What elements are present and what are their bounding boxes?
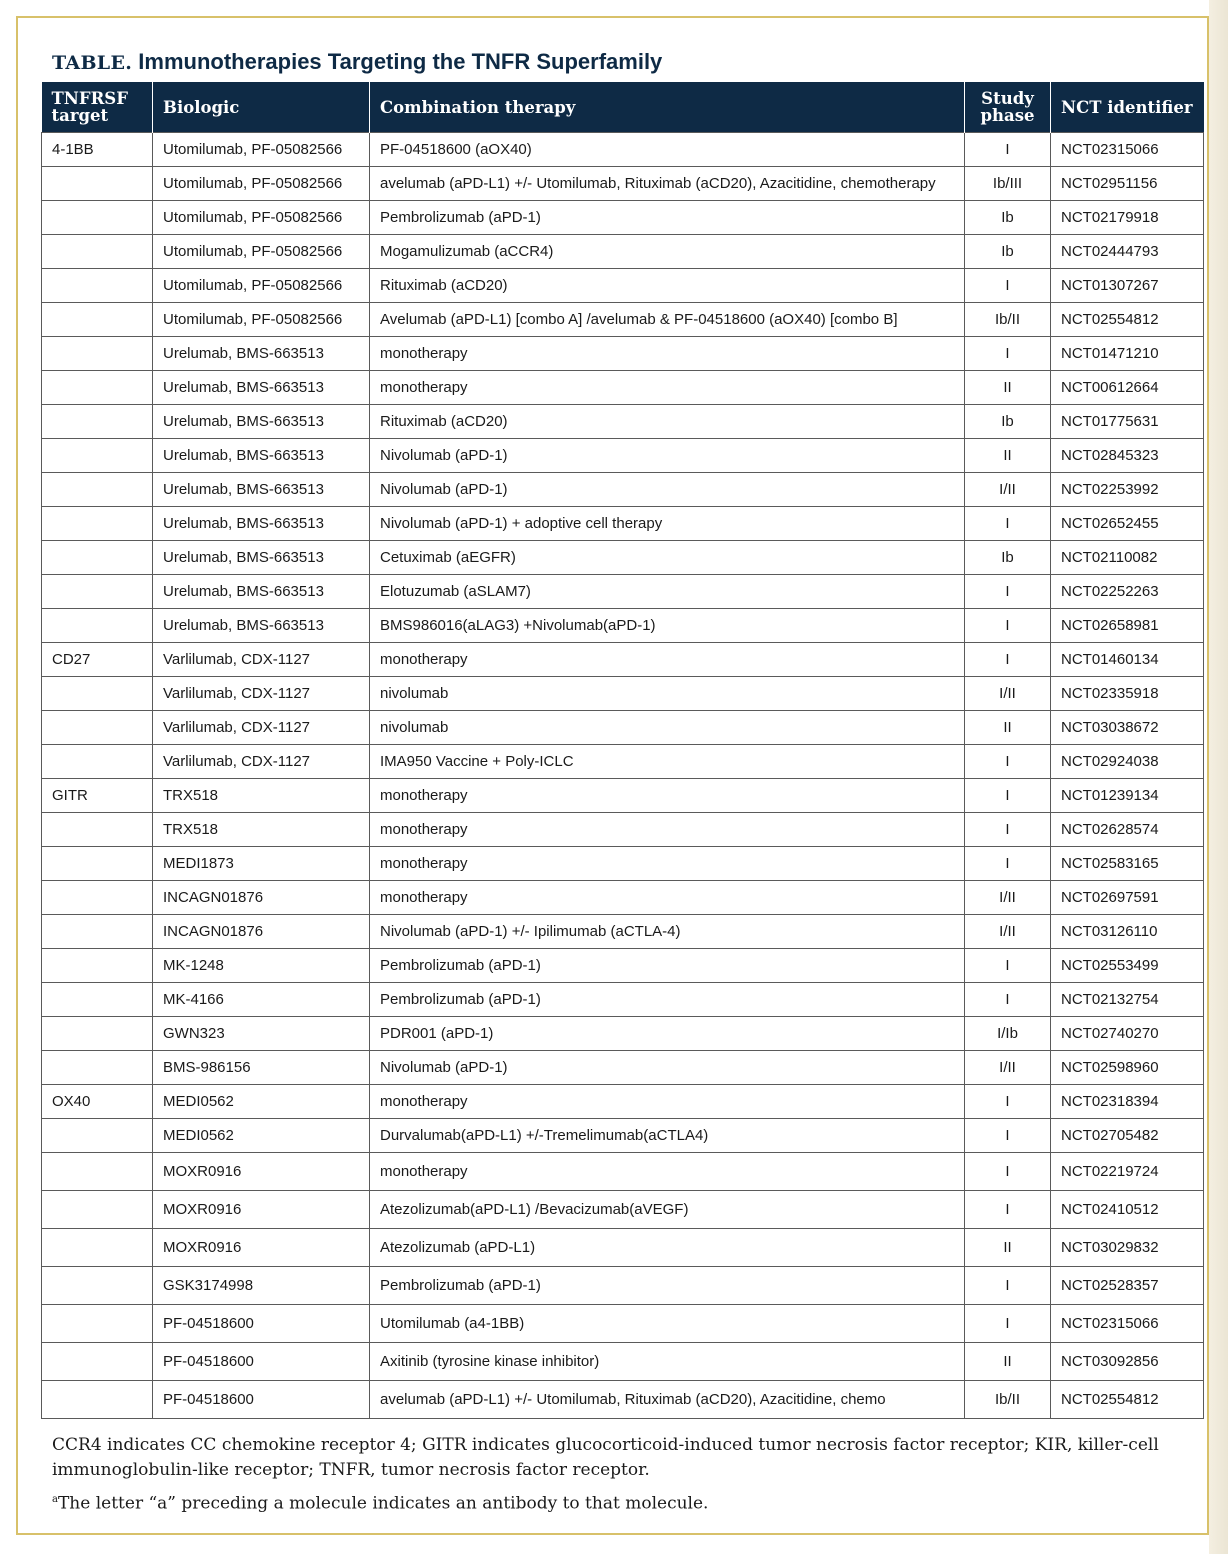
cell-biologic: Urelumab, BMS-663513 [153,507,370,541]
table-row [42,1017,1204,1051]
cell-biologic: Urelumab, BMS-663513 [153,473,370,507]
table-row [42,575,1204,609]
cell-target [42,405,153,439]
footnote-antibody-text: The letter “a” preceding a molecule indicates an antibody to that molecule. [57,1493,709,1514]
table-title [52,49,662,75]
cell-nct: NCT02315066 [1051,133,1204,167]
cell-combination: Durvalumab(aPD-L1) +/-Tremelimumab(aCTLA4) [370,1119,965,1153]
table-row [42,1381,1204,1419]
cell-target [42,813,153,847]
cell-nct: NCT02335918 [1051,677,1204,711]
cell-nct: NCT01775631 [1051,405,1204,439]
cell-phase: I/II [965,1051,1051,1085]
cell-combination: Rituximab (aCD20) [370,269,965,303]
cell-combination: BMS986016(aLAG3) +Nivolumab(aPD-1) [370,609,965,643]
cell-combination: PDR001 (aPD-1) [370,1017,965,1051]
table-title-text: Immunotherapies Targeting the TNFR Superfamily [138,49,663,74]
cell-nct: NCT02553499 [1051,949,1204,983]
cell-combination: Cetuximab (aEGFR) [370,541,965,575]
table-row [42,779,1204,813]
cell-combination: Elotuzumab (aSLAM7) [370,575,965,609]
cell-biologic: MOXR0916 [153,1153,370,1191]
cell-combination: Nivolumab (aPD-1) +/- Ipilimumab (aCTLA-4) [370,915,965,949]
cell-combination: Axitinib (tyrosine kinase inhibitor) [370,1343,965,1381]
cell-nct: NCT02110082 [1051,541,1204,575]
cell-combination: Avelumab (aPD-L1) [combo A] /avelumab & PF-04518600 (aOX40) [combo B] [370,303,965,337]
cell-nct: NCT02252263 [1051,575,1204,609]
cell-nct: NCT03092856 [1051,1343,1204,1381]
cell-nct: NCT02598960 [1051,1051,1204,1085]
cell-nct: NCT01239134 [1051,779,1204,813]
table-row [42,711,1204,745]
cell-combination: monotherapy [370,371,965,405]
cell-biologic: Urelumab, BMS-663513 [153,371,370,405]
cell-target [42,201,153,235]
cell-phase: I [965,983,1051,1017]
cell-nct: NCT02697591 [1051,881,1204,915]
table-row [42,847,1204,881]
cell-combination: Utomilumab (a4-1BB) [370,1305,965,1343]
cell-biologic: Utomilumab, PF-05082566 [153,167,370,201]
cell-phase: Ib [965,201,1051,235]
cell-target [42,1153,153,1191]
table-row [42,439,1204,473]
cell-target: CD27 [42,643,153,677]
cell-phase: Ib/III [965,167,1051,201]
table-row [42,507,1204,541]
cell-phase: II [965,371,1051,405]
cell-phase: II [965,1343,1051,1381]
table-row [42,269,1204,303]
cell-biologic: PF-04518600 [153,1381,370,1419]
table-row [42,915,1204,949]
table-row [42,1051,1204,1085]
table-row [42,1085,1204,1119]
cell-biologic: INCAGN01876 [153,915,370,949]
header-phase: Study phase [965,82,1051,133]
cell-nct: NCT01460134 [1051,643,1204,677]
cell-biologic: MK-4166 [153,983,370,1017]
cell-combination: monotherapy [370,643,965,677]
table-body [42,133,1204,1419]
cell-combination: monotherapy [370,1153,965,1191]
cell-phase: I/Ib [965,1017,1051,1051]
table-row [42,167,1204,201]
cell-target: GITR [42,779,153,813]
cell-biologic: Utomilumab, PF-05082566 [153,133,370,167]
cell-target [42,269,153,303]
cell-phase: I/II [965,881,1051,915]
table-row [42,1267,1204,1305]
cell-phase: Ib [965,541,1051,575]
cell-combination: nivolumab [370,677,965,711]
cell-biologic: BMS-986156 [153,1051,370,1085]
table-row [42,677,1204,711]
cell-phase: I [965,575,1051,609]
cell-target [42,1267,153,1305]
cell-target [42,1305,153,1343]
cell-phase: I/II [965,915,1051,949]
cell-target [42,1191,153,1229]
table-row [42,1305,1204,1343]
cell-target [42,949,153,983]
cell-combination: Atezolizumab(aPD-L1) /Bevacizumab(aVEGF) [370,1191,965,1229]
cell-target [42,677,153,711]
cell-combination: Pembrolizumab (aPD-1) [370,201,965,235]
cell-phase: I [965,813,1051,847]
cell-nct: NCT02253992 [1051,473,1204,507]
table-row [42,1229,1204,1267]
table-row [42,609,1204,643]
table-row [42,1153,1204,1191]
footnote-antibody [52,1487,1192,1517]
cell-nct: NCT02219724 [1051,1153,1204,1191]
cell-phase: I [965,507,1051,541]
cell-nct: NCT02658981 [1051,609,1204,643]
table-row [42,235,1204,269]
cell-nct: NCT02583165 [1051,847,1204,881]
cell-nct: NCT02845323 [1051,439,1204,473]
cell-biologic: Varlilumab, CDX-1127 [153,711,370,745]
table-row [42,201,1204,235]
cell-target [42,541,153,575]
table-row [42,745,1204,779]
cell-nct: NCT03126110 [1051,915,1204,949]
cell-combination: monotherapy [370,813,965,847]
cell-biologic: Utomilumab, PF-05082566 [153,201,370,235]
cell-combination: Nivolumab (aPD-1) [370,1051,965,1085]
cell-target [42,371,153,405]
cell-phase: I [965,1305,1051,1343]
cell-target [42,575,153,609]
cell-nct: NCT02132754 [1051,983,1204,1017]
cell-nct: NCT01471210 [1051,337,1204,371]
tnfr-table [41,82,1204,1419]
cell-biologic: Urelumab, BMS-663513 [153,541,370,575]
cell-phase: I [965,745,1051,779]
table-row [42,813,1204,847]
cell-nct: NCT02528357 [1051,1267,1204,1305]
cell-phase: Ib/II [965,1381,1051,1419]
cell-phase: Ib [965,235,1051,269]
cell-target [42,439,153,473]
cell-target [42,881,153,915]
cell-biologic: MOXR0916 [153,1191,370,1229]
cell-target [42,915,153,949]
table-row [42,1191,1204,1229]
cell-biologic: Varlilumab, CDX-1127 [153,677,370,711]
cell-phase: I [965,133,1051,167]
cell-target [42,303,153,337]
cell-combination: Pembrolizumab (aPD-1) [370,1267,965,1305]
cell-biologic: Urelumab, BMS-663513 [153,575,370,609]
table-row [42,983,1204,1017]
cell-nct: NCT02318394 [1051,1085,1204,1119]
cell-combination: nivolumab [370,711,965,745]
header-target: TNFRSF target [42,82,153,133]
cell-combination: monotherapy [370,779,965,813]
cell-phase: I [965,269,1051,303]
cell-biologic: Utomilumab, PF-05082566 [153,269,370,303]
header-combination: Combination therapy [370,82,965,133]
cell-nct: NCT02740270 [1051,1017,1204,1051]
table-row [42,303,1204,337]
cell-combination: PF-04518600 (aOX40) [370,133,965,167]
cell-nct: NCT02554812 [1051,303,1204,337]
cell-nct: NCT02179918 [1051,201,1204,235]
cell-biologic: TRX518 [153,779,370,813]
cell-nct: NCT03029832 [1051,1229,1204,1267]
table-row [42,473,1204,507]
cell-phase: I [965,847,1051,881]
cell-phase: I [965,609,1051,643]
cell-combination: monotherapy [370,847,965,881]
cell-nct: NCT02924038 [1051,745,1204,779]
cell-phase: II [965,1229,1051,1267]
cell-biologic: PF-04518600 [153,1305,370,1343]
table-row [42,133,1204,167]
cell-nct: NCT02951156 [1051,167,1204,201]
cell-target [42,983,153,1017]
cell-target [42,847,153,881]
cell-phase: II [965,439,1051,473]
cell-biologic: TRX518 [153,813,370,847]
cell-nct: NCT02444793 [1051,235,1204,269]
cell-biologic: Urelumab, BMS-663513 [153,405,370,439]
cell-target [42,1229,153,1267]
cell-combination: Nivolumab (aPD-1) [370,439,965,473]
cell-target [42,1381,153,1419]
cell-target [42,167,153,201]
cell-biologic: Urelumab, BMS-663513 [153,609,370,643]
table-row [42,881,1204,915]
cell-nct: NCT02410512 [1051,1191,1204,1229]
cell-combination: Pembrolizumab (aPD-1) [370,949,965,983]
cell-target: 4-1BB [42,133,153,167]
cell-combination: Nivolumab (aPD-1) + adoptive cell therapy [370,507,965,541]
cell-phase: I [965,1191,1051,1229]
cell-target [42,1051,153,1085]
cell-nct: NCT01307267 [1051,269,1204,303]
cell-target [42,337,153,371]
table-header-row [42,82,1204,133]
cell-phase: I/II [965,473,1051,507]
cell-combination: Pembrolizumab (aPD-1) [370,983,965,1017]
cell-target: OX40 [42,1085,153,1119]
cell-phase: I [965,1085,1051,1119]
footnote-marker: a [52,1494,58,1505]
cell-combination: monotherapy [370,881,965,915]
cell-biologic: Utomilumab, PF-05082566 [153,303,370,337]
table-row [42,541,1204,575]
cell-target [42,1343,153,1381]
cell-nct: NCT03038672 [1051,711,1204,745]
cell-target [42,473,153,507]
cell-phase: I [965,643,1051,677]
cell-nct: NCT00612664 [1051,371,1204,405]
cell-biologic: MOXR0916 [153,1229,370,1267]
cell-nct: NCT02628574 [1051,813,1204,847]
cell-phase: Ib/II [965,303,1051,337]
cell-target [42,711,153,745]
cell-biologic: GWN323 [153,1017,370,1051]
cell-target [42,745,153,779]
cell-phase: Ib [965,405,1051,439]
footnote-abbreviations: CCR4 indicates CC chemokine receptor 4; GITR indicates glucocorticoid-induced tumor necrosis factor receptor; KIR, killer-cell immunoglobulin-like receptor; TNFR, tumor necrosis factor receptor. [52,1435,1159,1480]
cell-biologic: Urelumab, BMS-663513 [153,337,370,371]
cell-biologic: Utomilumab, PF-05082566 [153,235,370,269]
cell-phase: II [965,711,1051,745]
cell-combination: Nivolumab (aPD-1) [370,473,965,507]
cell-nct: NCT02315066 [1051,1305,1204,1343]
cell-target [42,609,153,643]
table-row [42,405,1204,439]
cell-combination: monotherapy [370,337,965,371]
cell-combination: Rituximab (aCD20) [370,405,965,439]
cell-phase: I [965,1267,1051,1305]
header-nct: NCT identifier [1051,82,1204,133]
cell-nct: NCT02554812 [1051,1381,1204,1419]
table-title-label: TABLE. [52,52,133,74]
cell-combination: Mogamulizumab (aCCR4) [370,235,965,269]
cell-combination: monotherapy [370,1085,965,1119]
cell-combination: avelumab (aPD-L1) +/- Utomilumab, Rituximab (aCD20), Azacitidine, chemotherapy [370,167,965,201]
table-row [42,949,1204,983]
cell-nct: NCT02705482 [1051,1119,1204,1153]
cell-combination: Atezolizumab (aPD-L1) [370,1229,965,1267]
cell-biologic: INCAGN01876 [153,881,370,915]
table-row [42,643,1204,677]
cell-biologic: Varlilumab, CDX-1127 [153,643,370,677]
cell-biologic: Urelumab, BMS-663513 [153,439,370,473]
cell-phase: I [965,337,1051,371]
table-row [42,371,1204,405]
cell-target [42,507,153,541]
page-edge [1209,0,1228,1554]
cell-combination: avelumab (aPD-L1) +/- Utomilumab, Rituximab (aCD20), Azacitidine, chemo [370,1381,965,1419]
cell-biologic: PF-04518600 [153,1343,370,1381]
table-row [42,1343,1204,1381]
cell-target [42,235,153,269]
table-row [42,337,1204,371]
cell-phase: I [965,1153,1051,1191]
cell-biologic: MEDI0562 [153,1085,370,1119]
cell-phase: I/II [965,677,1051,711]
cell-biologic: GSK3174998 [153,1267,370,1305]
cell-phase: I [965,949,1051,983]
cell-phase: I [965,1119,1051,1153]
cell-phase: I [965,779,1051,813]
cell-biologic: MK-1248 [153,949,370,983]
cell-biologic: Varlilumab, CDX-1127 [153,745,370,779]
cell-target [42,1119,153,1153]
cell-target [42,1017,153,1051]
cell-biologic: MEDI0562 [153,1119,370,1153]
table-row [42,1119,1204,1153]
cell-biologic: MEDI1873 [153,847,370,881]
footnotes [52,1433,1192,1517]
header-biologic: Biologic [153,82,370,133]
cell-nct: NCT02652455 [1051,507,1204,541]
cell-combination: IMA950 Vaccine + Poly-ICLC [370,745,965,779]
